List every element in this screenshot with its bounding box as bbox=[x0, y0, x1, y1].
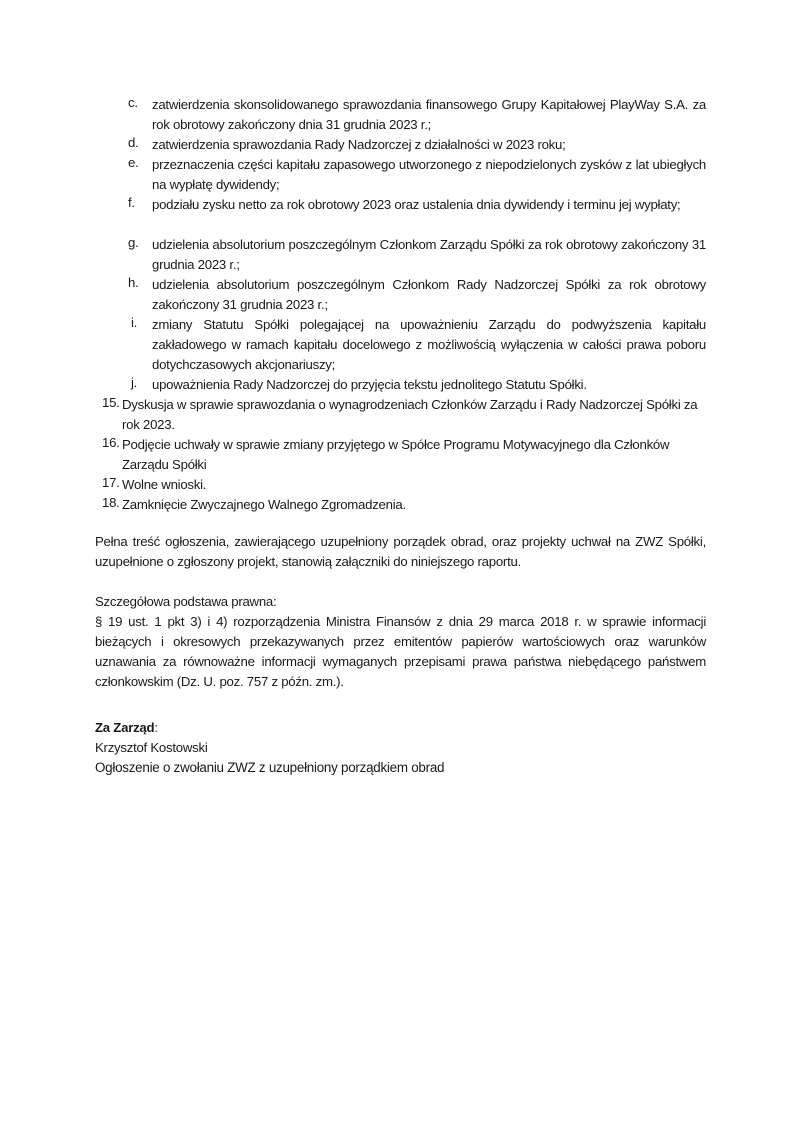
subitem-text: zmiany Statutu Spółki polegającej na upoważnieniu Zarządu do podwyższenia kapitału zakładowego w ramach kapitału docelowego z możliwością wyłączenia w całości prawa poboru dotychczasowych akcjonariuszy; bbox=[152, 317, 706, 372]
attachments-paragraph: Pełna treść ogłoszenia, zawierającego uzupełniony porządek obrad, oraz projekty uchwał na ZWZ Spółki, uzupełnione o zgłoszony projekt, stanowią załączniki do niniejszego raportu. bbox=[95, 534, 706, 569]
subitem-label: d. bbox=[128, 135, 139, 150]
signatory-name: Krzysztof Kostowski bbox=[95, 740, 208, 755]
subitem-label: i. bbox=[131, 315, 138, 330]
item-number: 16. bbox=[102, 435, 120, 450]
item-text: Wolne wnioski. bbox=[122, 477, 207, 492]
subitem-text: podziału zysku netto za rok obrotowy 2023 oraz ustalenia dnia dywidendy i terminu jej wypłaty; bbox=[152, 197, 681, 212]
attachment-title: Ogłoszenie o zwołaniu ZWZ z uzupełniony porządkiem obrad bbox=[95, 760, 445, 775]
subitem-label: f. bbox=[128, 195, 135, 210]
agenda-subitem-j bbox=[128, 375, 706, 395]
subitem-text: udzielenia absolutorium poszczególnym Członkom Zarządu Spółki za rok obrotowy zakończony 31 grudnia 2023 r.; bbox=[152, 237, 706, 272]
agenda-subitem-c bbox=[128, 95, 706, 135]
agenda-subitem-e bbox=[128, 155, 706, 195]
legal-basis-heading: Szczegółowa podstawa prawna: bbox=[95, 594, 277, 609]
agenda-subitem-d bbox=[128, 135, 706, 155]
agenda-item-17 bbox=[102, 475, 706, 495]
management-board-label: Za Zarząd bbox=[95, 720, 155, 735]
agenda-subitem-f bbox=[128, 195, 706, 215]
agenda-item-15 bbox=[102, 395, 706, 435]
subitem-label: c. bbox=[128, 95, 138, 110]
legal-basis-text: § 19 ust. 1 pkt 3) i 4) rozporządzenia Ministra Finansów z dnia 29 marca 2018 r. w sprawie informacji bieżących i okresowych przekazywanych przez emitentów papierów wartościowych oraz warunków uznawania za równoważne informacji wymaganych przepisami prawa państwa niebędącego państwem członkowskim (Dz. U. poz. 757 z późn. zm.). bbox=[95, 614, 706, 689]
subitem-text: zatwierdzenia sprawozdania Rady Nadzorczej z działalności w 2023 roku; bbox=[152, 137, 566, 152]
signature-label bbox=[95, 718, 158, 738]
item-number: 18. bbox=[102, 495, 120, 510]
agenda-subitem-h bbox=[128, 275, 706, 315]
subitem-text: przeznaczenia części kapitału zapasowego utworzonego z niepodzielonych zysków z lat ubiegłych na wypłatę dywidendy; bbox=[152, 157, 706, 192]
subitem-text: zatwierdzenia skonsolidowanego sprawozdania finansowego Grupy Kapitałowej PlayWay S.A. za rok obrotowy zakończony dnia 31 grudnia 2023 r.; bbox=[152, 97, 706, 132]
agenda-item-18 bbox=[102, 495, 706, 515]
subitem-label: g. bbox=[128, 235, 139, 250]
item-text: Dyskusja w sprawie sprawozdania o wynagrodzeniach Członków Zarządu i Rady Nadzorczej Spółki za rok 2023. bbox=[122, 397, 698, 432]
subitem-label: h. bbox=[128, 275, 139, 290]
agenda-subitem-i bbox=[128, 315, 706, 375]
subitem-text: upoważnienia Rady Nadzorczej do przyjęcia tekstu jednolitego Statutu Spółki. bbox=[152, 377, 587, 392]
agenda-subitem-g bbox=[128, 235, 706, 275]
subitem-text: udzielenia absolutorium poszczególnym Członkom Rady Nadzorczej Spółki za rok obrotowy zakończony 31 grudnia 2023 r.; bbox=[152, 277, 706, 312]
item-number: 17. bbox=[102, 475, 120, 490]
signature-colon: : bbox=[154, 720, 158, 735]
item-text: Zamknięcie Zwyczajnego Walnego Zgromadzenia. bbox=[122, 497, 406, 512]
subitem-label: e. bbox=[128, 155, 139, 170]
agenda-item-16 bbox=[102, 435, 706, 475]
item-number: 15. bbox=[102, 395, 120, 410]
subitem-label: j. bbox=[131, 375, 138, 390]
item-text: Podjęcie uchwały w sprawie zmiany przyjętego w Spółce Programu Motywacyjnego dla Członków Zarządu Spółki bbox=[122, 437, 670, 472]
